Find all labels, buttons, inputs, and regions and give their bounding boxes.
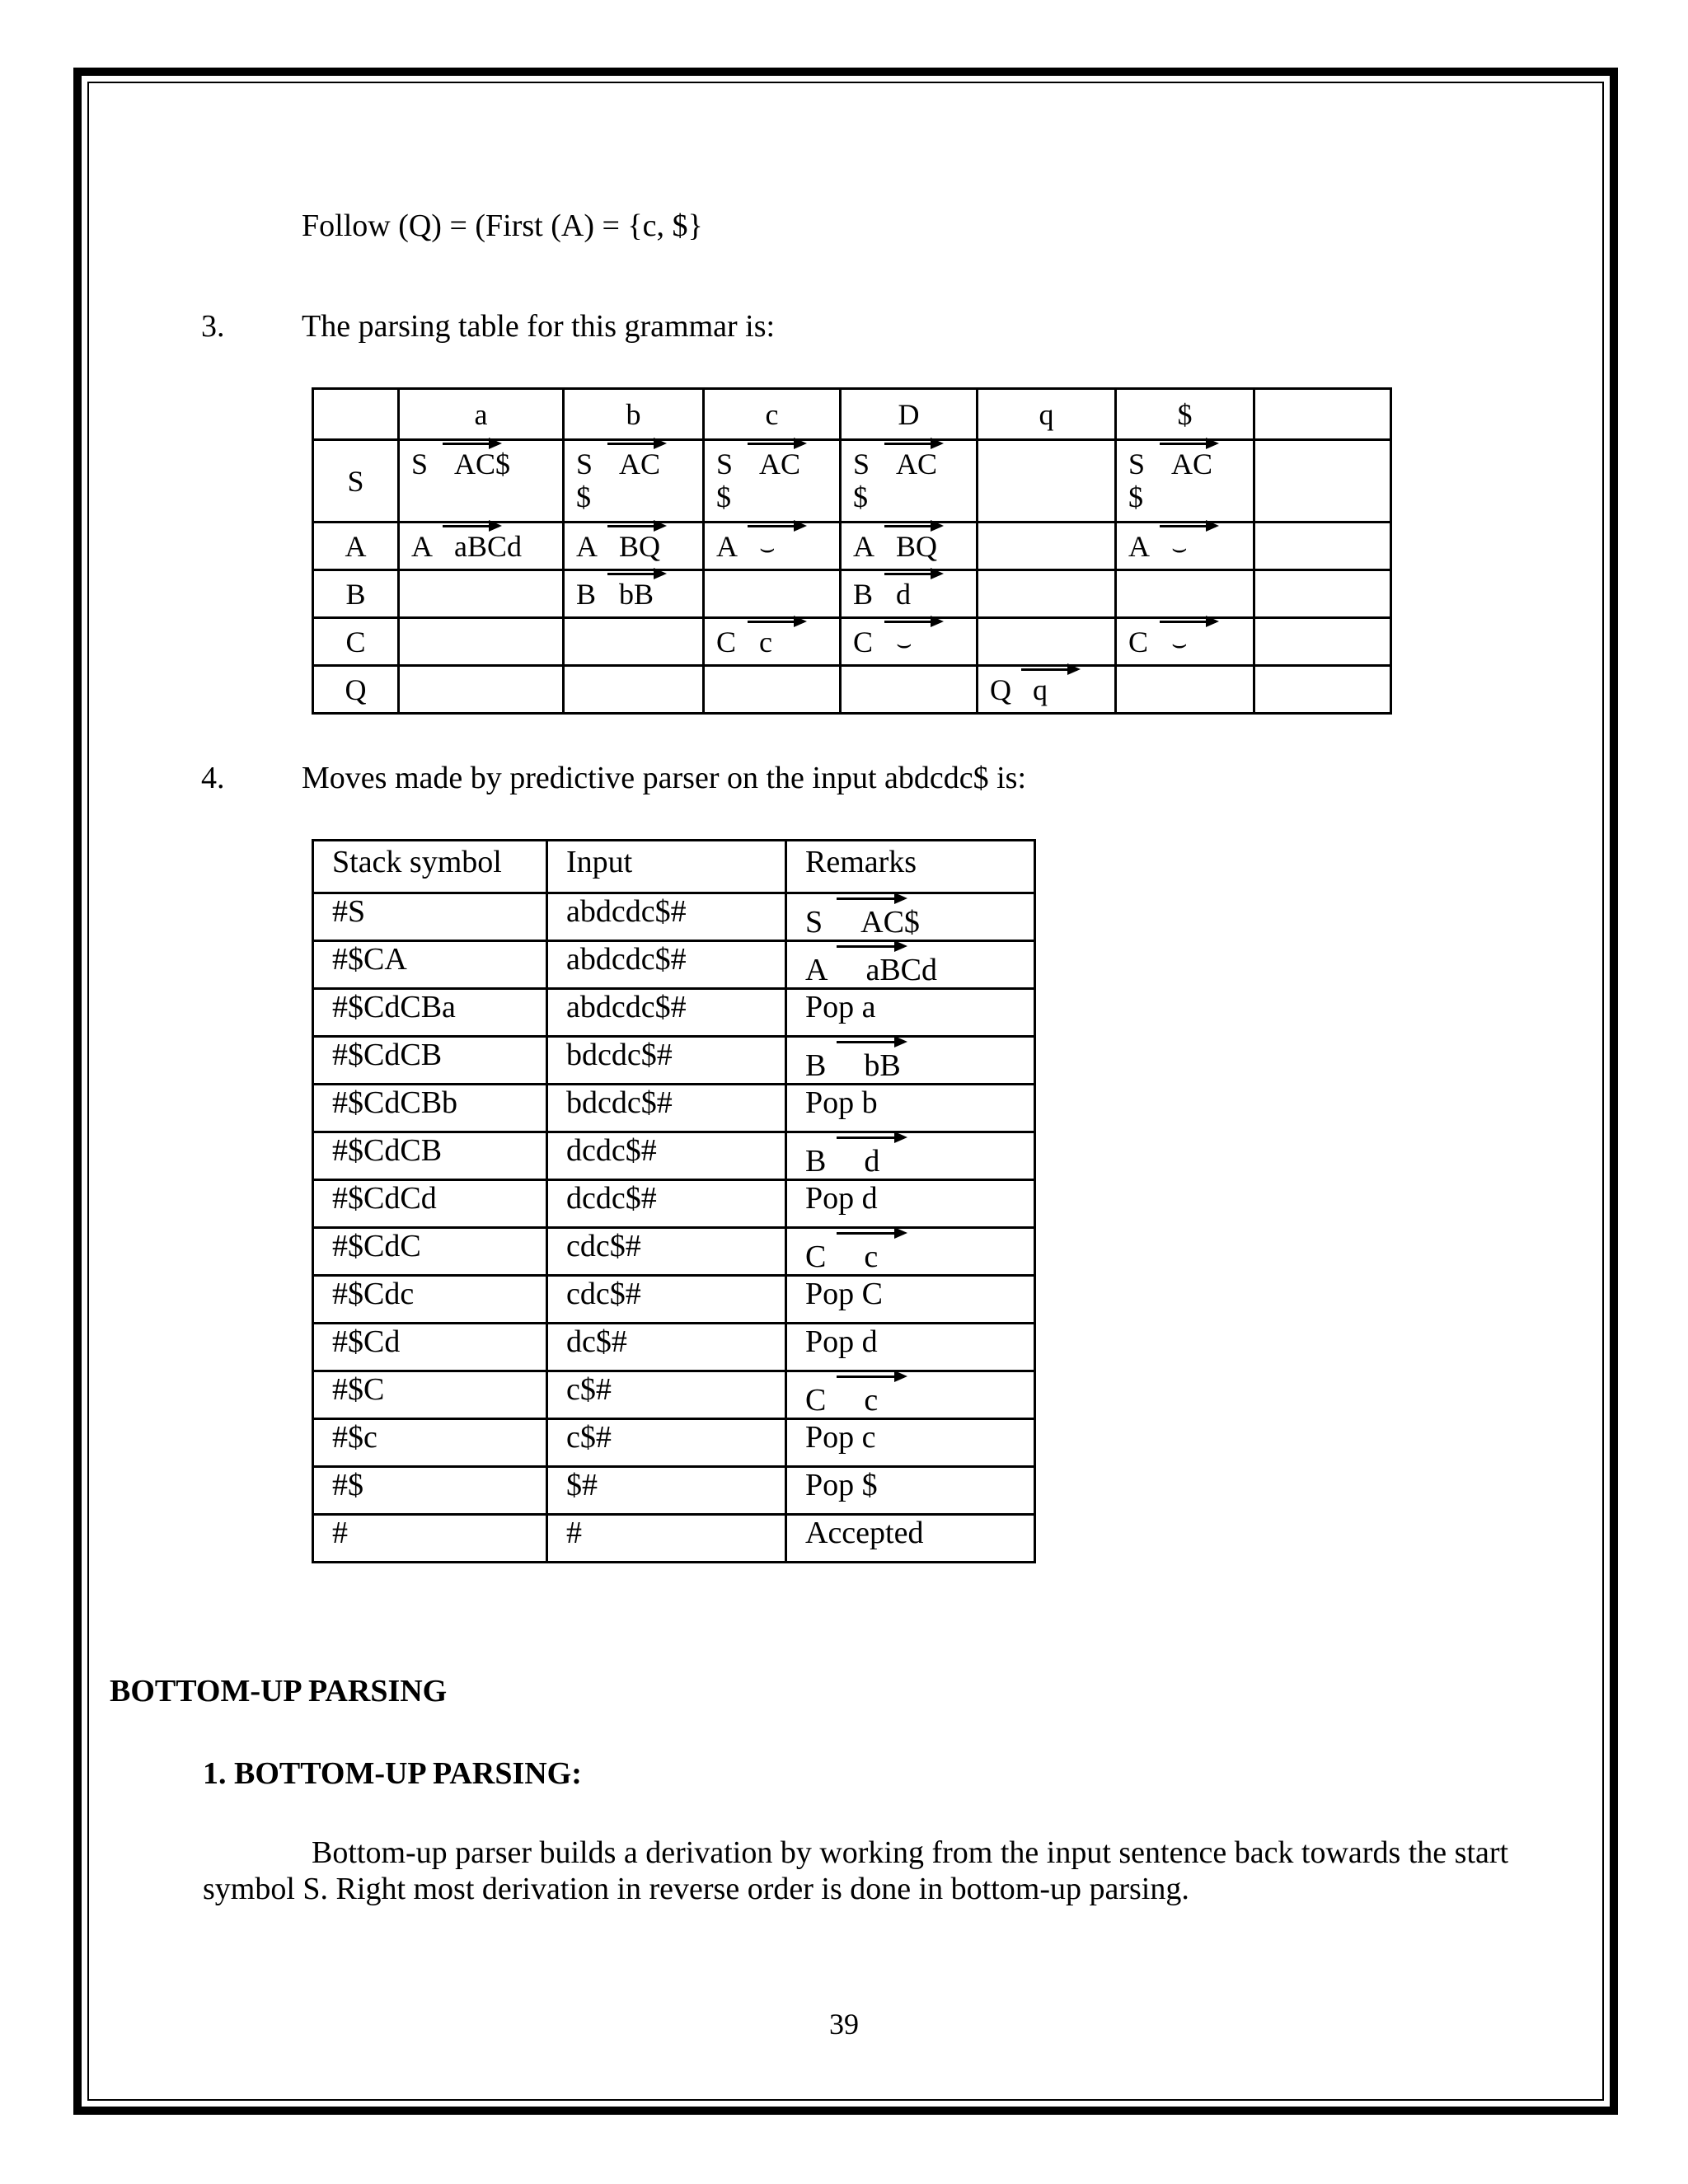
- parsing-table-empty-header: [1254, 389, 1391, 440]
- remark-cell: [786, 1132, 1035, 1180]
- remark-text: Accepted: [805, 1516, 924, 1550]
- moves-table-row: [313, 1467, 1035, 1515]
- moves-table-header-cell: Stack symbol: [313, 841, 547, 893]
- moves-table-header-cell: Input: [547, 841, 786, 893]
- production-arrow: [884, 443, 940, 445]
- production-arrow: [443, 443, 499, 445]
- paragraph-line-2: symbol S. Right most derivation in reverse order is done in bottom-up parsing.: [203, 1872, 1189, 1906]
- moves-table-header-cell: Remarks: [786, 841, 1035, 893]
- production-cell: [399, 440, 564, 523]
- item-4-number: 4.: [201, 761, 225, 795]
- parsing-table-header-cell: q: [978, 389, 1116, 440]
- remark-text: Pop d: [805, 1181, 878, 1216]
- item-3-number: 3.: [201, 309, 225, 344]
- input-cell: bdcdc$#: [547, 1085, 786, 1132]
- remark-cell: [786, 1276, 1035, 1324]
- production-cell: [564, 523, 704, 570]
- remark-cell: [786, 1180, 1035, 1228]
- parsing-table-header-cell: c: [704, 389, 841, 440]
- production-arrow: [1160, 621, 1216, 623]
- production-rhs: bB: [619, 578, 654, 611]
- parsing-table-corner: [313, 389, 399, 440]
- stack-cell: #$Cdc: [313, 1276, 547, 1324]
- production-lhs: A: [1128, 530, 1150, 563]
- empty-cell: [1254, 523, 1391, 570]
- production-lhs: A: [576, 530, 598, 563]
- parsing-table-header-cell: $: [1116, 389, 1254, 440]
- empty-cell: [399, 666, 564, 714]
- remark-rhs: d: [864, 1144, 880, 1179]
- moves-table-row: [313, 1085, 1035, 1132]
- empty-cell: [978, 618, 1116, 666]
- production-arrow: [884, 573, 940, 575]
- input-cell: bdcdc$#: [547, 1037, 786, 1085]
- remark-cell: [786, 1515, 1035, 1563]
- input-cell: cdc$#: [547, 1228, 786, 1276]
- input-cell: abdcdc$#: [547, 989, 786, 1037]
- empty-cell: [564, 618, 704, 666]
- remark-lhs: S: [805, 905, 823, 940]
- production-continuation: $: [1128, 480, 1143, 513]
- remark-cell: [786, 1324, 1035, 1371]
- parsing-table-header-cell: D: [841, 389, 978, 440]
- parsing-table-row: [313, 666, 1391, 714]
- stack-cell: #$CdC: [313, 1228, 547, 1276]
- production-cell: [1116, 618, 1254, 666]
- item-3-text: The parsing table for this grammar is:: [302, 309, 776, 344]
- production-cell: [841, 523, 978, 570]
- remark-cell: [786, 1037, 1035, 1085]
- stack-cell: #$CdCB: [313, 1037, 547, 1085]
- moves-table-row: [313, 941, 1035, 989]
- moves-table-row: [313, 1132, 1035, 1180]
- parsing-table-header-cell: a: [399, 389, 564, 440]
- remark-lhs: B: [805, 1144, 827, 1179]
- parsing-table: [312, 387, 1392, 715]
- moves-table-row: [313, 1180, 1035, 1228]
- remark-cell: [786, 1419, 1035, 1467]
- remark-lhs: A: [805, 953, 828, 987]
- production-lhs: A: [716, 530, 738, 563]
- remark-cell: [786, 1228, 1035, 1276]
- production-arrow: [1160, 443, 1216, 445]
- production-cell: [841, 440, 978, 523]
- production-rhs: AC: [619, 448, 661, 480]
- production-arrow: [884, 525, 940, 527]
- remark-rhs: bB: [864, 1048, 901, 1083]
- production-rhs: ⌣: [1171, 535, 1188, 562]
- production-rhs: ⌣: [1171, 630, 1188, 658]
- input-cell: abdcdc$#: [547, 893, 786, 941]
- production-arrow: [837, 1232, 904, 1235]
- production-lhs: Q: [990, 673, 1011, 706]
- moves-table-row: [313, 1276, 1035, 1324]
- page-number: 39: [829, 2008, 859, 2041]
- production-arrow: [837, 1041, 904, 1043]
- production-arrow: [1021, 668, 1077, 671]
- nonterminal-cell: B: [313, 570, 399, 618]
- production-lhs: B: [576, 578, 597, 611]
- production-cell: [704, 440, 841, 523]
- empty-cell: [841, 666, 978, 714]
- production-cell: [564, 570, 704, 618]
- stack-cell: #$CdCBb: [313, 1085, 547, 1132]
- subsection-heading: 1. BOTTOM-UP PARSING:: [203, 1756, 582, 1791]
- production-rhs: d: [896, 578, 911, 611]
- stack-cell: #S: [313, 893, 547, 941]
- remark-text: Pop d: [805, 1324, 878, 1359]
- production-rhs: BQ: [896, 530, 938, 563]
- production-cell: [841, 618, 978, 666]
- production-lhs: S: [853, 448, 870, 480]
- nonterminal-cell: S: [313, 440, 399, 523]
- production-lhs: S: [411, 448, 429, 480]
- empty-cell: [1254, 666, 1391, 714]
- production-rhs: ⌣: [896, 630, 912, 658]
- remark-cell: [786, 1085, 1035, 1132]
- moves-table-row: [313, 1371, 1035, 1419]
- parsing-table-row: [313, 618, 1391, 666]
- production-lhs: C: [1128, 626, 1149, 658]
- moves-table-row: [313, 1037, 1035, 1085]
- production-lhs: S: [1128, 448, 1146, 480]
- follow-line: Follow (Q) = (First (A) = {c, $}: [302, 209, 703, 243]
- production-cell: [564, 440, 704, 523]
- empty-cell: [978, 570, 1116, 618]
- production-lhs: B: [853, 578, 874, 611]
- moves-table-row: [313, 1228, 1035, 1276]
- empty-cell: [978, 523, 1116, 570]
- remark-rhs: c: [864, 1240, 879, 1274]
- moves-table-row: [313, 893, 1035, 941]
- input-cell: cdc$#: [547, 1276, 786, 1324]
- production-lhs: A: [853, 530, 874, 563]
- production-arrow: [607, 525, 663, 527]
- input-cell: c$#: [547, 1371, 786, 1419]
- input-cell: dc$#: [547, 1324, 786, 1371]
- empty-cell: [978, 440, 1116, 523]
- empty-cell: [1254, 570, 1391, 618]
- empty-cell: [1116, 570, 1254, 618]
- empty-cell: [704, 570, 841, 618]
- production-continuation: $: [576, 480, 591, 513]
- section-heading: BOTTOM-UP PARSING: [110, 1674, 448, 1708]
- moves-table: [312, 839, 1036, 1563]
- production-lhs: S: [716, 448, 734, 480]
- empty-cell: [564, 666, 704, 714]
- production-lhs: S: [576, 448, 593, 480]
- production-lhs: C: [716, 626, 737, 658]
- nonterminal-cell: A: [313, 523, 399, 570]
- remark-rhs: AC$: [860, 905, 920, 940]
- production-lhs: A: [411, 530, 433, 563]
- empty-cell: [1116, 666, 1254, 714]
- production-continuation: $: [853, 480, 868, 513]
- production-continuation: $: [716, 480, 731, 513]
- stack-cell: #$CdCBa: [313, 989, 547, 1037]
- moves-table-row: [313, 1324, 1035, 1371]
- production-rhs: c: [759, 626, 772, 658]
- remark-text: Pop c: [805, 1420, 876, 1455]
- empty-cell: [1254, 618, 1391, 666]
- input-cell: dcdc$#: [547, 1180, 786, 1228]
- moves-table-header-row: [313, 841, 1035, 893]
- remark-cell: [786, 1371, 1035, 1419]
- nonterminal-cell: C: [313, 618, 399, 666]
- production-cell: [841, 570, 978, 618]
- production-cell: [1116, 523, 1254, 570]
- input-cell: dcdc$#: [547, 1132, 786, 1180]
- production-cell: [704, 523, 841, 570]
- item-4-text: Moves made by predictive parser on the input abdcdc$ is:: [302, 761, 1027, 795]
- stack-cell: #$CdCd: [313, 1180, 547, 1228]
- production-rhs: AC: [759, 448, 801, 480]
- nonterminal-cell: Q: [313, 666, 399, 714]
- remark-lhs: C: [805, 1240, 827, 1274]
- production-arrow: [443, 525, 499, 527]
- production-arrow: [748, 525, 804, 527]
- remark-lhs: C: [805, 1383, 827, 1418]
- production-rhs: q: [1033, 673, 1048, 706]
- production-rhs: aBCd: [454, 530, 523, 563]
- parsing-table-header-cell: b: [564, 389, 704, 440]
- production-arrow: [607, 573, 663, 575]
- remark-text: Pop C: [805, 1277, 883, 1311]
- production-arrow: [837, 1137, 904, 1139]
- production-arrow: [837, 1376, 904, 1378]
- stack-cell: #$CdCB: [313, 1132, 547, 1180]
- production-arrow: [884, 621, 940, 623]
- remark-text: Pop a: [805, 990, 876, 1024]
- remark-cell: [786, 989, 1035, 1037]
- moves-table-row: [313, 1419, 1035, 1467]
- input-cell: #: [547, 1515, 786, 1563]
- parsing-table-row: [313, 523, 1391, 570]
- production-arrow: [837, 898, 904, 900]
- production-cell: [704, 618, 841, 666]
- production-lhs: C: [853, 626, 874, 658]
- remark-text: Pop $: [805, 1468, 878, 1502]
- stack-cell: #$CA: [313, 941, 547, 989]
- remark-cell: [786, 941, 1035, 989]
- remark-text: Pop b: [805, 1085, 878, 1120]
- stack-cell: #$C: [313, 1371, 547, 1419]
- empty-cell: [1254, 440, 1391, 523]
- production-cell: [978, 666, 1116, 714]
- empty-cell: [399, 618, 564, 666]
- remark-rhs: aBCd: [865, 953, 938, 987]
- production-rhs: AC$: [454, 448, 511, 480]
- production-rhs: BQ: [619, 530, 661, 563]
- remark-cell: [786, 893, 1035, 941]
- production-cell: [399, 523, 564, 570]
- remark-cell: [786, 1467, 1035, 1515]
- input-cell: abdcdc$#: [547, 941, 786, 989]
- production-arrow: [748, 621, 804, 623]
- stack-cell: #: [313, 1515, 547, 1563]
- input-cell: $#: [547, 1467, 786, 1515]
- production-rhs: AC: [896, 448, 938, 480]
- production-arrow: [837, 945, 904, 948]
- empty-cell: [704, 666, 841, 714]
- production-arrow: [1160, 525, 1216, 527]
- stack-cell: #$Cd: [313, 1324, 547, 1371]
- moves-table-row: [313, 1515, 1035, 1563]
- production-cell: [1116, 440, 1254, 523]
- input-cell: c$#: [547, 1419, 786, 1467]
- stack-cell: #$c: [313, 1419, 547, 1467]
- parsing-table-header-row: [313, 389, 1391, 440]
- empty-cell: [399, 570, 564, 618]
- production-arrow: [748, 443, 804, 445]
- production-rhs: AC: [1171, 448, 1213, 480]
- moves-table-row: [313, 989, 1035, 1037]
- parsing-table-row: [313, 570, 1391, 618]
- production-rhs: ⌣: [759, 535, 776, 562]
- production-arrow: [607, 443, 663, 445]
- parsing-table-row: [313, 440, 1391, 523]
- remark-rhs: c: [864, 1383, 879, 1418]
- paragraph-line-1: Bottom-up parser builds a derivation by working from the input sentence back towards the start: [312, 1835, 1509, 1870]
- remark-lhs: B: [805, 1048, 827, 1083]
- stack-cell: #$: [313, 1467, 547, 1515]
